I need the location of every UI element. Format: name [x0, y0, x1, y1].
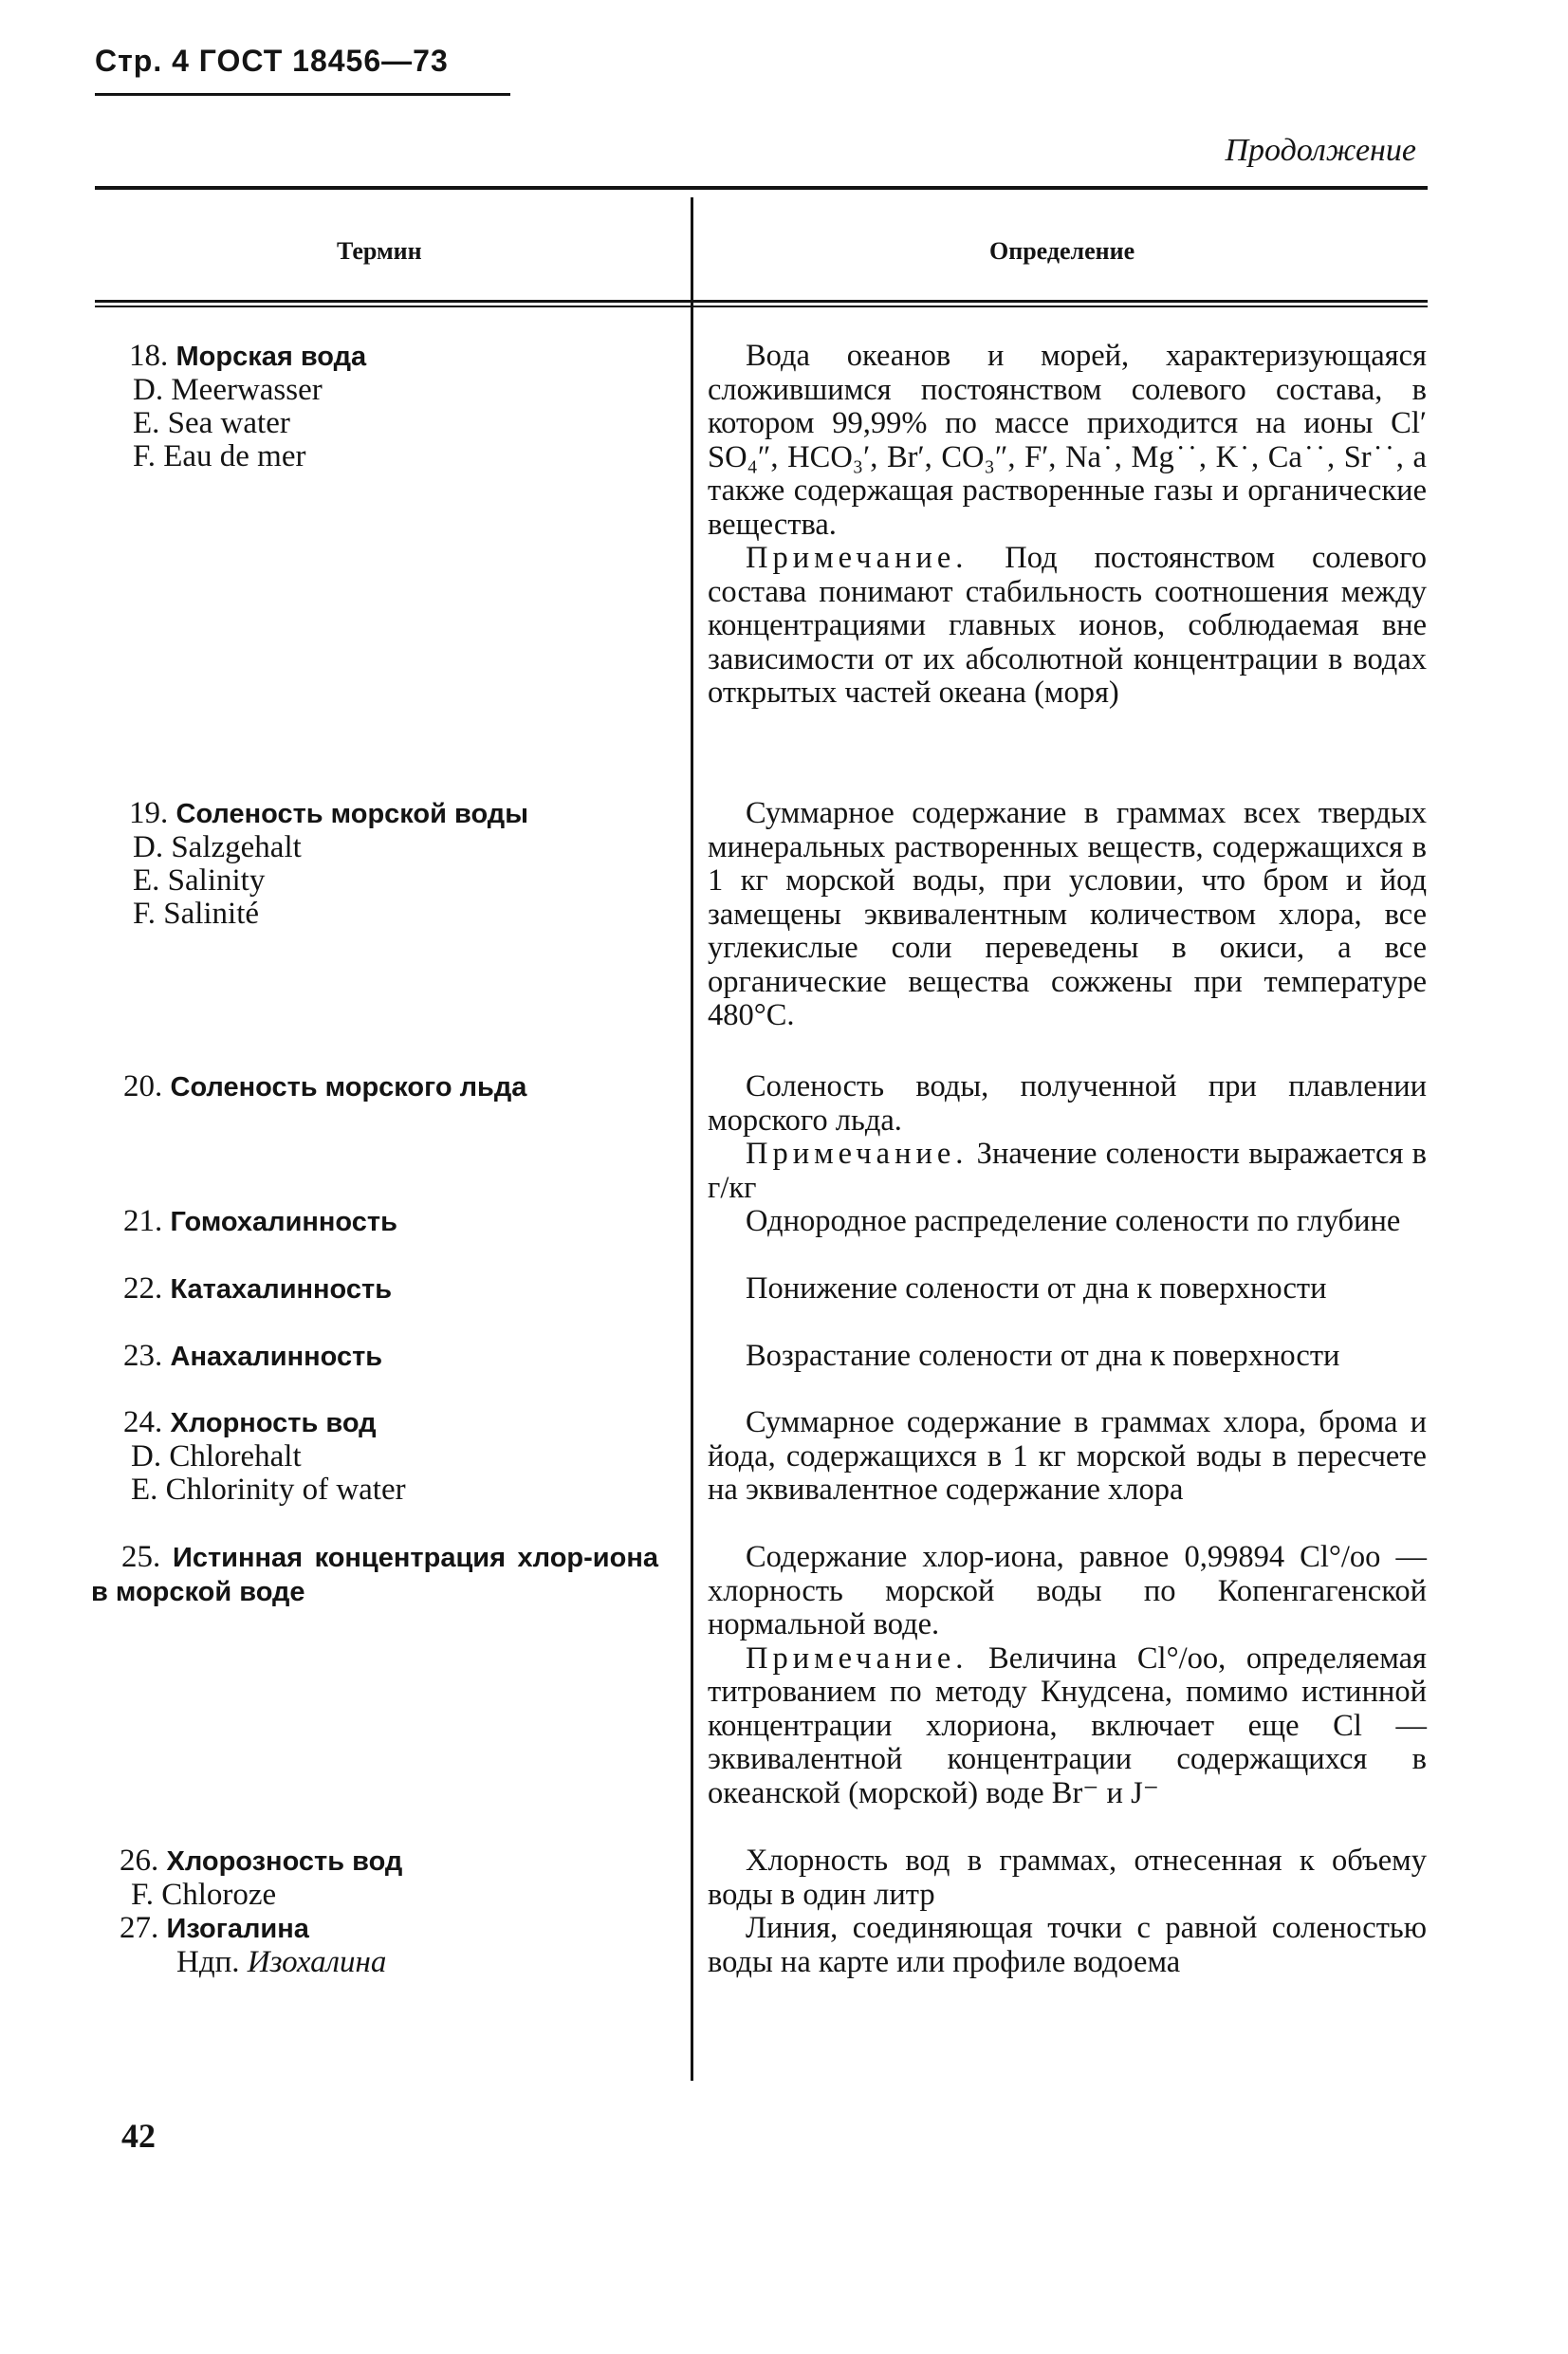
header-underline [95, 93, 510, 96]
term-number: 18. [129, 339, 169, 373]
term-name: Хлорность вод [170, 1408, 377, 1438]
term-number: 23. [123, 1339, 163, 1373]
ndp-line [120, 1946, 386, 1979]
foreign-term: E. Chlorinity of water [131, 1473, 406, 1507]
definition-23 [708, 1340, 1427, 1374]
term-number: 20. [123, 1069, 163, 1103]
definition-note [708, 1138, 1427, 1205]
definition-note [708, 542, 1427, 711]
definition-22 [708, 1272, 1427, 1307]
foreign-term: F. Chloroze [131, 1878, 277, 1912]
term-19 [129, 797, 528, 931]
definition-text: Суммарное содержание в граммах всех твердых минеральных растворенных веществ, содержащихся в 1 кг морской воды, при условии, что бром и йод замещены эквивалентным количеством хлора, все углекислые соли переведены в окиси, а все органические вещества сожжены при температуре 480°С. [708, 796, 1427, 1032]
definition-text: Однородное распределение солености по глубине [746, 1204, 1401, 1238]
term-number: 21. [123, 1204, 163, 1238]
definition-24 [708, 1406, 1427, 1508]
definition-text: Вода океанов и морей, характеризующаяся сложившимся постоянством солевого состава, в котором 99,99% по массе приходится на ионы Cl′ SO₄″, HCO₃′, Br′, CO₃″, F′, Na˙, Mg˙˙, K˙, Ca˙˙, Sr˙˙, а также содержащая растворенные газы и органические вещества. [708, 339, 1427, 542]
term-number: 25. [121, 1540, 161, 1574]
definition-note [708, 1642, 1427, 1811]
note-text: Величина Cl°/oo, определяемая титрованием по методу Кнудсена, помимо истинной концентрации хлориона, включает еще Cl — эквивалентной концентрации содержащихся в океанской (морской) воде Br⁻ и J⁻ [708, 1640, 1428, 1810]
term-22 [123, 1272, 392, 1307]
continuation-label: Продолжение [1225, 133, 1416, 168]
term-23 [123, 1340, 382, 1374]
note-text: Значение солености выражается в г/кг [708, 1137, 1428, 1205]
foreign-term: D. Chlorehalt [131, 1439, 302, 1474]
definition-27 [708, 1912, 1427, 1979]
foreign-term: E. Sea water [133, 406, 290, 440]
term-24 [123, 1406, 406, 1507]
term-number: 27. [120, 1911, 159, 1945]
definition-21 [708, 1205, 1427, 1239]
foreign-term: F. Eau de mer [133, 439, 306, 473]
note-label: Примечание. [746, 541, 968, 575]
term-name: Хлорозность вод [166, 1846, 403, 1877]
term-21 [123, 1205, 397, 1239]
foreign-term: D. Meerwasser [133, 373, 323, 407]
term-name: Истинная концентрация хлор-иона в морской воде [91, 1543, 658, 1607]
definition-18 [708, 340, 1427, 711]
term-name: Изогалина [166, 1914, 309, 1944]
term-number: 26. [120, 1844, 159, 1878]
definition-26 [708, 1844, 1427, 1912]
definition-text: Соленость воды, полученной при плавлении морского льда. [708, 1069, 1427, 1138]
term-26 [120, 1844, 402, 1912]
note-label: Примечание. [746, 1137, 968, 1171]
term-18 [129, 340, 366, 473]
ndp-term: Изохалина [247, 1945, 387, 1979]
definition-19 [708, 797, 1427, 1033]
definition-text: Содержание хлор-иона, равное 0,99894 Cl°/oo — хлорность морской воды по Копенгагенской нормальной воде. [708, 1540, 1427, 1641]
note-text: Под постоянством солевого состава понимают стабильность соотношения между концентрациями главных ионов, соблюдаемая вне зависимости от их абсолютной концентрации в водах открытых частей океана (моря) [708, 541, 1427, 710]
foreign-term: D. Salzgehalt [133, 830, 302, 864]
table-top-rule [95, 186, 1428, 190]
page-number: 42 [121, 2117, 156, 2155]
term-name: Соленость морского льда [170, 1072, 527, 1103]
term-27 [120, 1912, 386, 1979]
term-name: Гомохалинность [170, 1207, 397, 1237]
foreign-term: E. Salinity [133, 863, 266, 898]
header-double-rule-top [95, 300, 1428, 303]
term-number: 22. [123, 1271, 163, 1306]
definition-25 [708, 1541, 1427, 1810]
term-20 [123, 1070, 526, 1104]
definition-text: Суммарное содержание в граммах хлора, брома и йода, содержащихся в 1 кг морской воды в пересчете на эквивалентное содержание хлора [708, 1405, 1427, 1507]
column-header-definition: Определение [989, 237, 1135, 265]
ndp-label: Ндп. [176, 1945, 240, 1979]
column-divider [691, 197, 693, 2081]
term-number: 24. [123, 1405, 163, 1439]
term-name: Соленость морской воды [175, 799, 528, 829]
term-name: Катахалинность [170, 1274, 393, 1305]
term-number: 19. [129, 796, 169, 830]
page-header-label: Стр. 4 ГОСТ 18456—73 [95, 44, 449, 78]
term-name: Анахалинность [170, 1342, 383, 1372]
term-25 [91, 1541, 658, 1609]
definition-text: Линия, соединяющая точки с равной соленостью воды на карте или профиле водоема [708, 1911, 1427, 1979]
column-header-term: Термин [337, 237, 422, 265]
foreign-term: F. Salinité [133, 897, 260, 931]
definition-text: Хлорность вод в граммах, отнесенная к объему воды в один литр [708, 1844, 1427, 1912]
header-double-rule-bottom [95, 306, 1428, 307]
note-label: Примечание. [746, 1640, 968, 1676]
term-name: Морская вода [175, 342, 367, 372]
definition-text: Возрастание солености от дна к поверхности [746, 1339, 1340, 1373]
definition-text: Понижение солености от дна к поверхности [746, 1271, 1327, 1306]
definition-20 [708, 1070, 1427, 1205]
